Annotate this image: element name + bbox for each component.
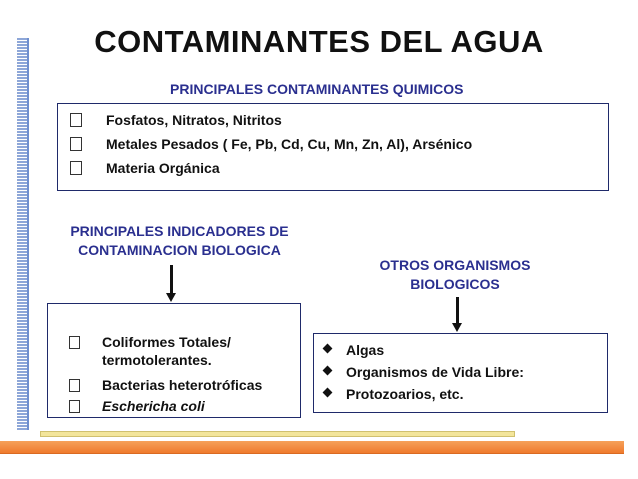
biological-indicators-heading-line2: CONTAMINACION BIOLOGICA xyxy=(78,242,281,258)
slide-title: CONTAMINANTES DEL AGUA xyxy=(94,24,544,59)
square-bullet-icon xyxy=(70,137,82,151)
square-bullet-icon xyxy=(70,161,82,175)
diamond-bullet-icon xyxy=(323,344,333,354)
decorative-orange-bar xyxy=(0,441,624,454)
chemical-item: Metales Pesados ( Fe, Pb, Cd, Cu, Mn, Zn, Al), Arsénico xyxy=(106,136,473,152)
arrow-down-head-icon xyxy=(452,323,462,332)
diamond-bullet-icon xyxy=(323,388,333,398)
diamond-bullet-icon xyxy=(323,366,333,376)
square-bullet-icon xyxy=(69,379,80,392)
biological-indicators-heading xyxy=(52,222,307,260)
square-bullet-icon xyxy=(69,336,80,349)
other-organism-item: Protozoarios, etc. xyxy=(346,386,464,402)
chemical-contaminants-box xyxy=(57,103,609,191)
biological-indicators-box xyxy=(47,303,301,418)
biological-item: Eschericha coli xyxy=(102,398,205,414)
biological-item: termotolerantes. xyxy=(102,352,212,368)
chemical-contaminants-heading: PRINCIPALES CONTAMINANTES QUIMICOS xyxy=(170,81,464,97)
square-bullet-icon xyxy=(69,400,80,413)
other-organisms-heading-line2: BIOLOGICOS xyxy=(410,276,500,292)
square-bullet-icon xyxy=(70,113,82,127)
biological-item: Coliformes Totales/ xyxy=(102,334,231,350)
decorative-left-stripe-edge xyxy=(27,38,29,430)
arrow-down-icon xyxy=(456,297,459,325)
other-organisms-heading xyxy=(345,256,565,294)
chemical-item: Materia Orgánica xyxy=(106,160,220,176)
biological-indicators-heading-line1: PRINCIPALES INDICADORES DE xyxy=(70,223,289,239)
other-organism-item: Algas xyxy=(346,342,385,358)
biological-item: Bacterias heterotróficas xyxy=(102,377,263,393)
arrow-down-icon xyxy=(170,265,173,295)
other-organisms-heading-line1: OTROS ORGANISMOS xyxy=(379,257,531,273)
decorative-yellow-bar xyxy=(40,431,515,437)
decorative-left-stripe xyxy=(17,38,27,430)
arrow-down-head-icon xyxy=(166,293,176,302)
other-organisms-box xyxy=(313,333,608,413)
other-organism-item: Organismos de Vida Libre: xyxy=(346,364,524,380)
chemical-item: Fosfatos, Nitratos, Nitritos xyxy=(106,112,282,128)
